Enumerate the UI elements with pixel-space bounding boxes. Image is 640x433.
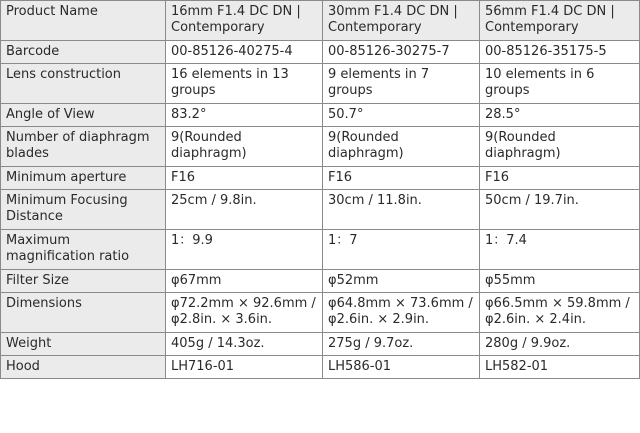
table-row-diaphragm-blades bbox=[1, 127, 640, 167]
row-label: Dimensions bbox=[1, 293, 166, 333]
row-value: F16 bbox=[166, 167, 323, 190]
row-value: F16 bbox=[323, 167, 480, 190]
row-label: Minimum Focusing Distance bbox=[1, 190, 166, 230]
table-row-angle-of-view bbox=[1, 104, 640, 127]
row-label: Barcode bbox=[1, 41, 166, 64]
row-value: 50cm / 19.7in. bbox=[480, 190, 640, 230]
header-product-2: 30mm F1.4 DC DN | Contemporary bbox=[323, 1, 480, 41]
row-value: LH586-01 bbox=[323, 356, 480, 379]
row-value: φ67mm bbox=[166, 270, 323, 293]
header-product-3: 56mm F1.4 DC DN | Contemporary bbox=[480, 1, 640, 41]
table-header-row bbox=[1, 1, 640, 41]
row-value: 9 elements in 7 groups bbox=[323, 64, 480, 104]
row-value: 83.2° bbox=[166, 104, 323, 127]
row-label: Number of diaphragm blades bbox=[1, 127, 166, 167]
row-value: 9(Rounded diaphragm) bbox=[323, 127, 480, 167]
row-value: 00-85126-30275-7 bbox=[323, 41, 480, 64]
row-value: 25cm / 9.8in. bbox=[166, 190, 323, 230]
row-value: φ55mm bbox=[480, 270, 640, 293]
row-label: Angle of View bbox=[1, 104, 166, 127]
row-value: LH582-01 bbox=[480, 356, 640, 379]
row-label: Hood bbox=[1, 356, 166, 379]
table-row-hood bbox=[1, 356, 640, 379]
table-row-weight bbox=[1, 333, 640, 356]
row-value: 00-85126-40275-4 bbox=[166, 41, 323, 64]
table-row-minimum-aperture bbox=[1, 167, 640, 190]
table-row-maximum-magnification bbox=[1, 230, 640, 270]
row-value: φ72.2mm × 92.6mm / φ2.8in. × 3.6in. bbox=[166, 293, 323, 333]
row-value: 405g / 14.3oz. bbox=[166, 333, 323, 356]
row-value: 9(Rounded diaphragm) bbox=[480, 127, 640, 167]
row-value: 1：9.9 bbox=[166, 230, 323, 270]
row-value: 28.5° bbox=[480, 104, 640, 127]
row-value: φ52mm bbox=[323, 270, 480, 293]
row-value: 00-85126-35175-5 bbox=[480, 41, 640, 64]
row-value: φ64.8mm × 73.6mm / φ2.6in. × 2.9in. bbox=[323, 293, 480, 333]
table-row-lens-construction bbox=[1, 64, 640, 104]
row-label: Maximum magnification ratio bbox=[1, 230, 166, 270]
row-value: 16 elements in 13 groups bbox=[166, 64, 323, 104]
table-row-dimensions bbox=[1, 293, 640, 333]
table-row-barcode bbox=[1, 41, 640, 64]
row-value: LH716-01 bbox=[166, 356, 323, 379]
row-label: Minimum aperture bbox=[1, 167, 166, 190]
table-row-filter-size bbox=[1, 270, 640, 293]
table-row-minimum-focusing-distance bbox=[1, 190, 640, 230]
row-value: 30cm / 11.8in. bbox=[323, 190, 480, 230]
row-value: 9(Rounded diaphragm) bbox=[166, 127, 323, 167]
row-value: 1：7.4 bbox=[480, 230, 640, 270]
header-label-product-name: Product Name bbox=[1, 1, 166, 41]
row-label: Filter Size bbox=[1, 270, 166, 293]
row-label: Weight bbox=[1, 333, 166, 356]
row-value: 10 elements in 6 groups bbox=[480, 64, 640, 104]
row-value: F16 bbox=[480, 167, 640, 190]
row-value: 275g / 9.7oz. bbox=[323, 333, 480, 356]
row-value: 50.7° bbox=[323, 104, 480, 127]
header-product-1: 16mm F1.4 DC DN | Contemporary bbox=[166, 1, 323, 41]
row-value: φ66.5mm × 59.8mm / φ2.6in. × 2.4in. bbox=[480, 293, 640, 333]
row-value: 1：7 bbox=[323, 230, 480, 270]
row-value: 280g / 9.9oz. bbox=[480, 333, 640, 356]
row-label: Lens construction bbox=[1, 64, 166, 104]
